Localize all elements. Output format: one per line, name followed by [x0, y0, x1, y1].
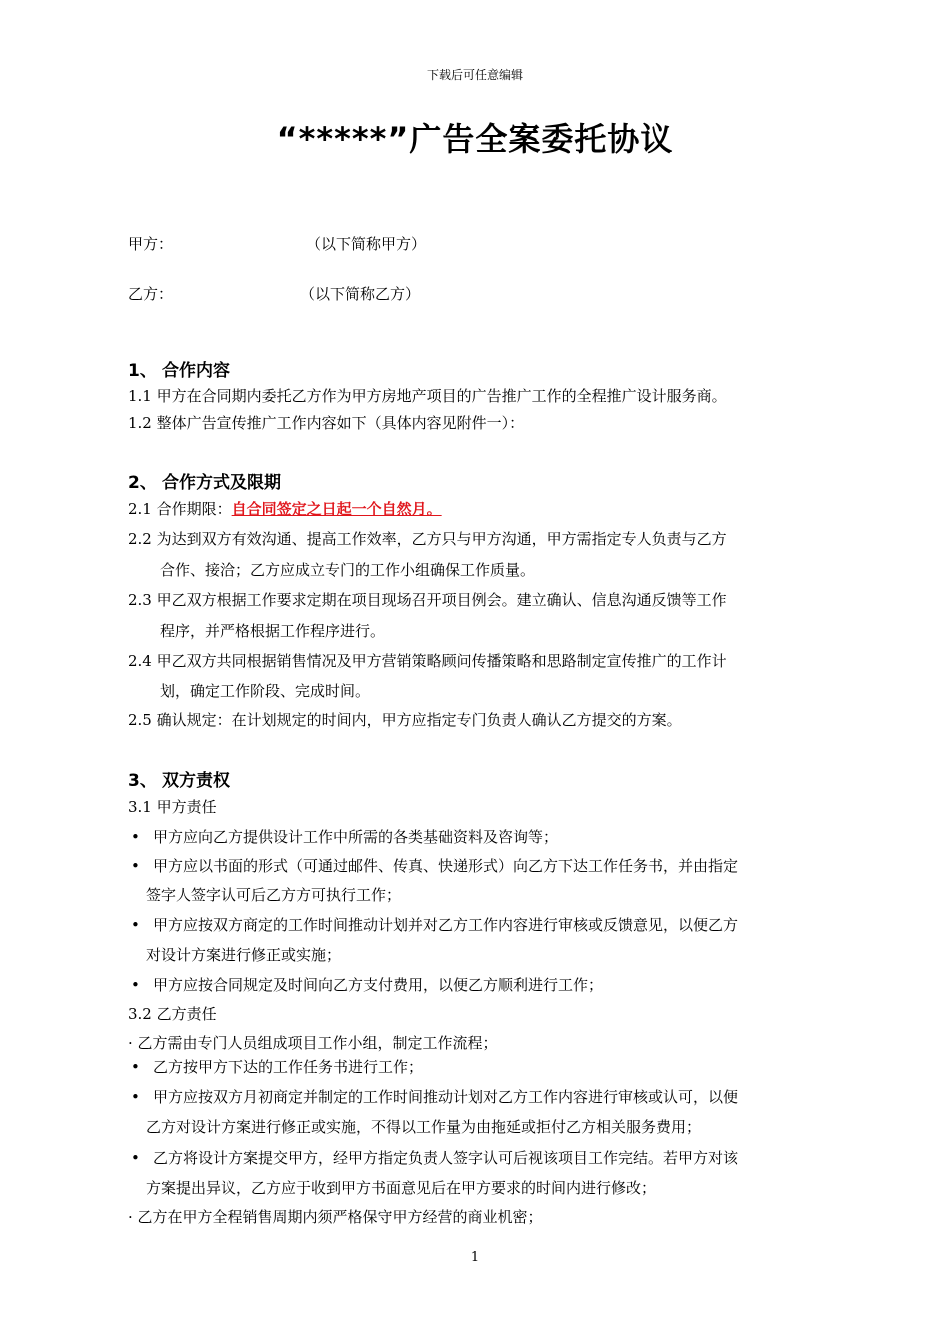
section-1-heading — [128, 356, 230, 381]
list-item — [131, 855, 738, 876]
list-item — [131, 974, 603, 995]
list-item — [131, 1056, 423, 1077]
list-item-continuation: 对设计方案进行修正或实施； — [146, 946, 342, 964]
party-a-label: 甲方： — [128, 235, 174, 253]
section-1-title: 合作内容 — [162, 361, 230, 381]
clause-2-5: 2.5 确认规定：在计划规定的时间内，甲方应指定专门负责人确认乙方提交的方案。 — [128, 711, 682, 729]
clause-1-1: 1.1 甲方在合同期内委托乙方作为甲方房地产项目的广告推广工作的全程推广设计服务商。 — [128, 387, 727, 405]
list-item-continuation: 乙方对设计方案进行修正或实施，不得以工作量为由拖延或拒付乙方相关服务费用； — [146, 1118, 702, 1136]
bullet-icon: • — [131, 976, 140, 994]
clause-2-4-line-1: 2.4 甲乙双方共同根据销售情况及甲方营销策略顾问传播策略和思路制定宣传推广的工作计 — [128, 652, 727, 670]
section-3-number: 3、 — [128, 771, 157, 791]
section-3-title: 双方责权 — [162, 771, 230, 791]
party-b-label: 乙方： — [128, 285, 174, 303]
list-item — [131, 914, 738, 935]
clause-2-4-line-2: 划，确定工作阶段、完成时间。 — [160, 682, 371, 700]
clause-2-3-line-2: 程序，并严格根据工作程序进行。 — [160, 622, 386, 640]
clause-2-2-line-2: 合作、接洽；乙方应成立专门的工作小组确保工作质量。 — [160, 561, 536, 579]
list-item: · 乙方需由专门人员组成项目工作小组，制定工作流程； — [128, 1034, 498, 1052]
clause-2-1-highlight: 自合同签定之日起一个自然月。 — [231, 500, 442, 518]
bullet-icon: • — [131, 1058, 140, 1076]
subsection-3-1: 3.1 甲方责任 — [128, 798, 217, 816]
list-item-continuation: 签字人签字认可后乙方方可执行工作； — [146, 886, 402, 904]
party-b-note: （以下简称乙方） — [300, 285, 421, 303]
list-item — [131, 826, 558, 847]
list-item-text: 乙方按甲方下达的工作任务书进行工作； — [153, 1058, 424, 1076]
clause-2-2-line-1: 2.2 为达到双方有效沟通、提高工作效率，乙方只与甲方沟通，甲方需指定专人负责与乙方 — [128, 530, 727, 548]
list-item-text: 甲方应向乙方提供设计工作中所需的各类基础资料及咨询等； — [153, 828, 559, 846]
list-item-text: 甲方应按双方商定的工作时间推动计划并对乙方工作内容进行审核或反馈意见，以便乙方 — [153, 916, 739, 934]
clause-2-1-label: 2.1 合作期限： — [128, 500, 232, 518]
section-2-title: 合作方式及限期 — [162, 473, 281, 493]
list-item-text: 甲方应以书面的形式（可通过邮件、传真、快递形式）向乙方下达工作任务书，并由指定 — [153, 857, 739, 875]
bullet-icon: • — [131, 857, 140, 875]
section-2-heading — [128, 468, 281, 493]
section-3-heading — [128, 766, 230, 791]
list-item — [131, 1086, 738, 1107]
clause-1-2: 1.2 整体广告宣传推广工作内容如下（具体内容见附件一）： — [128, 414, 525, 432]
clause-2-3-line-1: 2.3 甲乙双方根据工作要求定期在项目现场召开项目例会。建立确认、信息沟通反馈等工作 — [128, 591, 727, 609]
bullet-icon: • — [131, 916, 140, 934]
section-2-number: 2、 — [128, 473, 157, 493]
list-item-continuation: 方案提出异议，乙方应于收到甲方书面意见后在甲方要求的时间内进行修改； — [146, 1179, 657, 1197]
list-item: · 乙方在甲方全程销售周期内须严格保守甲方经营的商业机密； — [128, 1208, 543, 1226]
document-title: “*****”广告全案委托协议 — [276, 120, 674, 158]
party-a-note: （以下简称甲方） — [306, 235, 427, 253]
party-b — [128, 283, 421, 304]
section-1-number: 1、 — [128, 361, 157, 381]
bullet-icon: • — [131, 828, 140, 846]
page-number: 1 — [470, 1250, 480, 1265]
header-note: 下载后可任意编辑 — [426, 68, 523, 82]
bullet-icon: • — [131, 1088, 140, 1106]
party-a — [128, 233, 427, 254]
list-item — [131, 1147, 738, 1168]
list-item-text: 乙方将设计方案提交甲方，经甲方指定负责人签字认可后视该项目工作完结。若甲方对该 — [153, 1149, 739, 1167]
clause-2-1 — [128, 498, 818, 519]
bullet-icon: • — [131, 1149, 140, 1167]
subsection-3-2: 3.2 乙方责任 — [128, 1005, 217, 1023]
list-item-text: 甲方应按合同规定及时间向乙方支付费用，以便乙方顺利进行工作； — [153, 976, 604, 994]
list-item-text: 甲方应按双方月初商定并制定的工作时间推动计划对乙方工作内容进行审核或认可，以便 — [153, 1088, 739, 1106]
